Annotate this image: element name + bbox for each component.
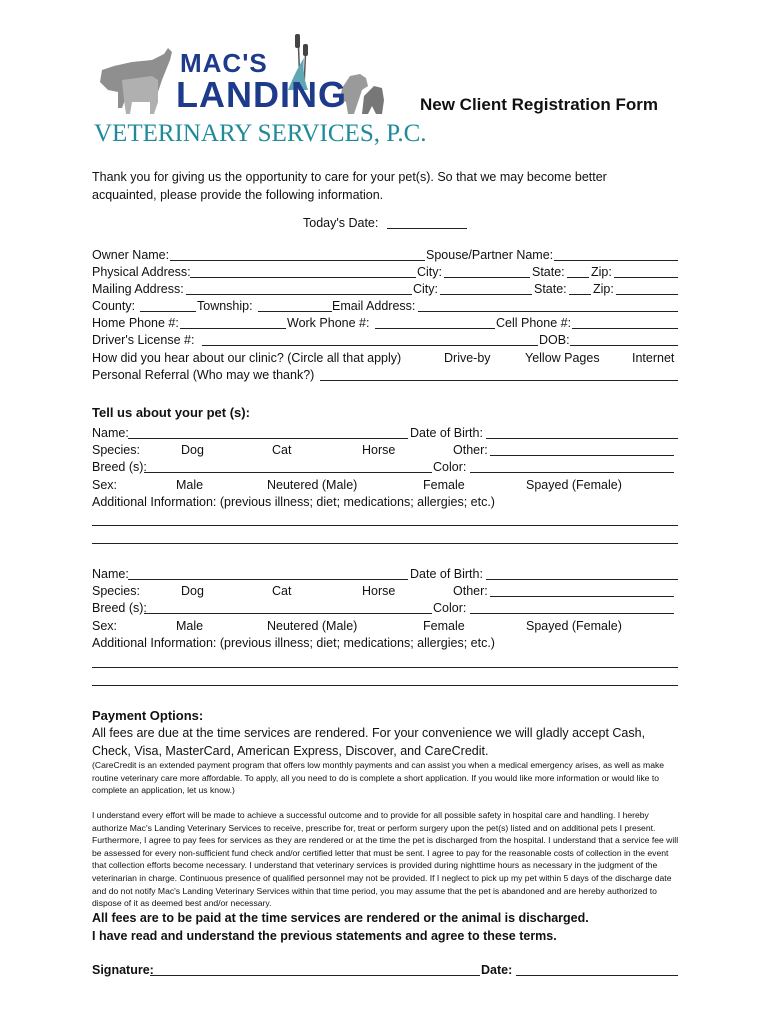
pet2-species-horse[interactable]: Horse: [362, 584, 396, 598]
referral-label: Personal Referral (Who may we thank?): [92, 368, 315, 382]
pet1-species-label: Species:: [92, 443, 140, 457]
pet1-species-dog[interactable]: Dog: [181, 443, 204, 457]
consent-text: I understand every effort will be made to achieve a successful outcome and to provide for all possible safety in hospital care and handling. I hereby authorize Mac's Landing Veterinary Services to receive, prescribe for, treat or perform surgery upon the pet(s) listed and on additional pets I present. Furthermore, I agree to pay fees for services as they are rendered or at the time the pet is discharged from the hospital. I understand that a service fee will be assessed for every non-sufficient fund check and/or certified letter that must be sent. I agree to pay for the reasonable costs of collection in the event that collection efforts become necessary. I understand that veterinary services is provided during nighttime hours as necessary in the judgment of the veterinarian in charge. Continuous presence of qualified personnel may not be provided. If I neglect to pick up my pet within 5 days of the discharge date and do not notify Mac's Landing Veterinary Services within that time period, you may assume that the pet is abandoned and are hereby authorized to dispose of it as deemed best and/or necessary.: [92, 810, 679, 909]
referral-row: [92, 368, 680, 385]
pet2-sex-neutered[interactable]: Neutered (Male): [267, 619, 358, 633]
payment-text: All fees are due at the time services are rendered. For your convenience we will gladly accept Cash, Check, Visa, MasterCard, American Express, Discover, and CareCredit.: [92, 726, 646, 758]
pet1-species-row: [92, 443, 680, 460]
logo-veterinary-services: VETERINARY SERVICES, P.C.: [94, 120, 427, 147]
county-row: [92, 299, 680, 316]
township-field[interactable]: [258, 299, 332, 312]
pet2-name-field[interactable]: [128, 567, 408, 580]
pets-heading: Tell us about your pet (s):: [92, 405, 250, 420]
todays-date-field[interactable]: [387, 216, 467, 229]
home-phone-label: Home Phone #:: [92, 316, 179, 330]
pet1-other-field[interactable]: [490, 443, 674, 456]
pet2-name-label: Name:: [92, 567, 129, 581]
pet1-breed-row: [92, 460, 680, 477]
clinic-logo: [92, 30, 427, 150]
work-phone-field[interactable]: [375, 316, 495, 329]
physical-address-label: Physical Address:: [92, 265, 191, 279]
pet1-sex-row: [92, 478, 680, 495]
referral-field[interactable]: [320, 368, 678, 381]
pet1-sex-neutered[interactable]: Neutered (Male): [267, 478, 358, 492]
pet1-name-field[interactable]: [128, 426, 408, 439]
logo-landing: LANDING: [176, 74, 347, 115]
work-phone-label: Work Phone #:: [287, 316, 370, 330]
pet2-color-field[interactable]: [470, 601, 674, 614]
zip-label: Zip:: [591, 265, 612, 279]
county-label: County:: [92, 299, 136, 313]
pet1-color-field[interactable]: [470, 460, 674, 473]
pet1-color-label: Color:: [433, 460, 467, 474]
pet2-sex-male[interactable]: Male: [176, 619, 204, 633]
pet2-additional-line-2[interactable]: [92, 673, 678, 686]
pet2-other-field[interactable]: [490, 584, 674, 597]
pet2-dob-label: Date of Birth:: [410, 567, 483, 581]
signature-label: Signature:: [92, 963, 154, 977]
pet1-additional-line-2[interactable]: [92, 531, 678, 544]
pet2-sex-row: [92, 619, 680, 636]
owner-name-label: Owner Name:: [92, 248, 170, 262]
email-field[interactable]: [418, 299, 678, 312]
drivers-license-label: Driver's License #:: [92, 333, 195, 347]
physical-address-row: [92, 265, 680, 282]
county-field[interactable]: [140, 299, 196, 312]
pet2-breed-field[interactable]: [144, 601, 432, 614]
pet2-additional-line-1[interactable]: [92, 655, 678, 668]
pet1-dob-field[interactable]: [486, 426, 678, 439]
mailing-state-label: State:: [534, 282, 567, 296]
phones-row: [92, 316, 680, 333]
pet1-other-label: Other:: [453, 443, 488, 457]
option-internet[interactable]: Internet: [632, 351, 675, 365]
city-field[interactable]: [444, 265, 530, 278]
option-yellow-pages[interactable]: Yellow Pages: [525, 351, 600, 365]
pet2-species-dog[interactable]: Dog: [181, 584, 204, 598]
mailing-address-field[interactable]: [186, 282, 412, 295]
dob-label: DOB:: [539, 333, 570, 347]
drivers-license-row: [92, 333, 680, 350]
pet2-species-row: [92, 584, 680, 601]
pet1-name-row: [92, 426, 680, 443]
pet1-sex-spayed[interactable]: Spayed (Female): [526, 478, 622, 492]
state-label: State:: [532, 265, 565, 279]
township-label: Township:: [197, 299, 253, 313]
pet2-color-label: Color:: [433, 601, 467, 615]
state-field[interactable]: [567, 265, 589, 278]
mailing-address-row: [92, 282, 680, 299]
hear-about-row: [92, 351, 680, 368]
fees-statement: All fees are to be paid at the time services are rendered or the animal is discharged.: [92, 911, 589, 925]
signature-date-label: Date:: [481, 963, 513, 977]
pet2-sex-label: Sex:: [92, 619, 118, 633]
pet1-breed-label: Breed (s):: [92, 460, 147, 474]
option-drive-by[interactable]: Drive-by: [444, 351, 491, 365]
mailing-city-field[interactable]: [440, 282, 532, 295]
spouse-name-label: Spouse/Partner Name:: [426, 248, 554, 262]
mailing-city-label: City:: [413, 282, 438, 296]
intro-text: Thank you for giving us the opportunity to care for your pet(s). So that we may become better acquainted, please provide the following information.: [92, 170, 607, 202]
logo-macs: MAC'S: [180, 48, 268, 78]
pet2-name-row: [92, 567, 680, 584]
carecredit-text: (CareCredit is an extended payment program that offers low monthly payments and can assist you when a medical emergency arises, as well as make routine veterinary care more affordable. To apply, all you need to do is complete a short application. If you would like more information or would like to complete an application, let us know.): [92, 760, 665, 796]
dob-field[interactable]: [570, 333, 678, 346]
pet2-sex-female[interactable]: Female: [423, 619, 465, 633]
pet1-dob-label: Date of Birth:: [410, 426, 483, 440]
pet1-species-horse[interactable]: Horse: [362, 443, 396, 457]
pet2-species-cat[interactable]: Cat: [272, 584, 292, 598]
zip-field[interactable]: [614, 265, 678, 278]
email-label: Email Address:: [332, 299, 416, 313]
pet1-sex-female[interactable]: Female: [423, 478, 465, 492]
physical-address-field[interactable]: [190, 265, 416, 278]
pet1-name-label: Name:: [92, 426, 129, 440]
mailing-zip-field[interactable]: [616, 282, 678, 295]
hear-about-question: How did you hear about our clinic? (Circle all that apply): [92, 351, 402, 365]
pet1-additional-row: [92, 495, 680, 512]
owner-name-field[interactable]: [170, 248, 425, 261]
todays-date-row: [92, 216, 680, 233]
todays-date-label: Today's Date:: [303, 216, 379, 230]
mailing-state-field[interactable]: [569, 282, 591, 295]
pet2-species-label: Species:: [92, 584, 140, 598]
signature-field[interactable]: [150, 963, 480, 976]
pet1-species-cat[interactable]: Cat: [272, 443, 292, 457]
pet1-additional-line-1[interactable]: [92, 513, 678, 526]
pet2-sex-spayed[interactable]: Spayed (Female): [526, 619, 622, 633]
mailing-zip-label: Zip:: [593, 282, 614, 296]
pet2-dob-field[interactable]: [486, 567, 678, 580]
home-phone-field[interactable]: [180, 316, 286, 329]
cell-phone-label: Cell Phone #:: [496, 316, 572, 330]
agreement-statement: I have read and understand the previous statements and agree to these terms.: [92, 929, 557, 943]
signature-date-field[interactable]: [516, 963, 678, 976]
pet2-additional-row: [92, 636, 680, 653]
pet2-additional-label: Additional Information: (previous illness; diet; medications; allergies; etc.): [92, 636, 495, 650]
signature-row: [92, 963, 680, 980]
pet1-additional-label: Additional Information: (previous illness; diet; medications; allergies; etc.): [92, 495, 495, 509]
pet2-other-label: Other:: [453, 584, 488, 598]
form-title: New Client Registration Form: [420, 95, 659, 114]
drivers-license-field[interactable]: [202, 333, 538, 346]
pet1-breed-field[interactable]: [144, 460, 432, 473]
cell-phone-field[interactable]: [572, 316, 678, 329]
city-label: City:: [417, 265, 442, 279]
pet2-breed-label: Breed (s):: [92, 601, 147, 615]
owner-name-row: [92, 248, 680, 265]
payment-heading: Payment Options:: [92, 708, 204, 723]
spouse-name-field[interactable]: [554, 248, 678, 261]
pet1-sex-male[interactable]: Male: [176, 478, 204, 492]
pet1-sex-label: Sex:: [92, 478, 118, 492]
mailing-address-label: Mailing Address:: [92, 282, 184, 296]
pet2-breed-row: [92, 601, 680, 618]
